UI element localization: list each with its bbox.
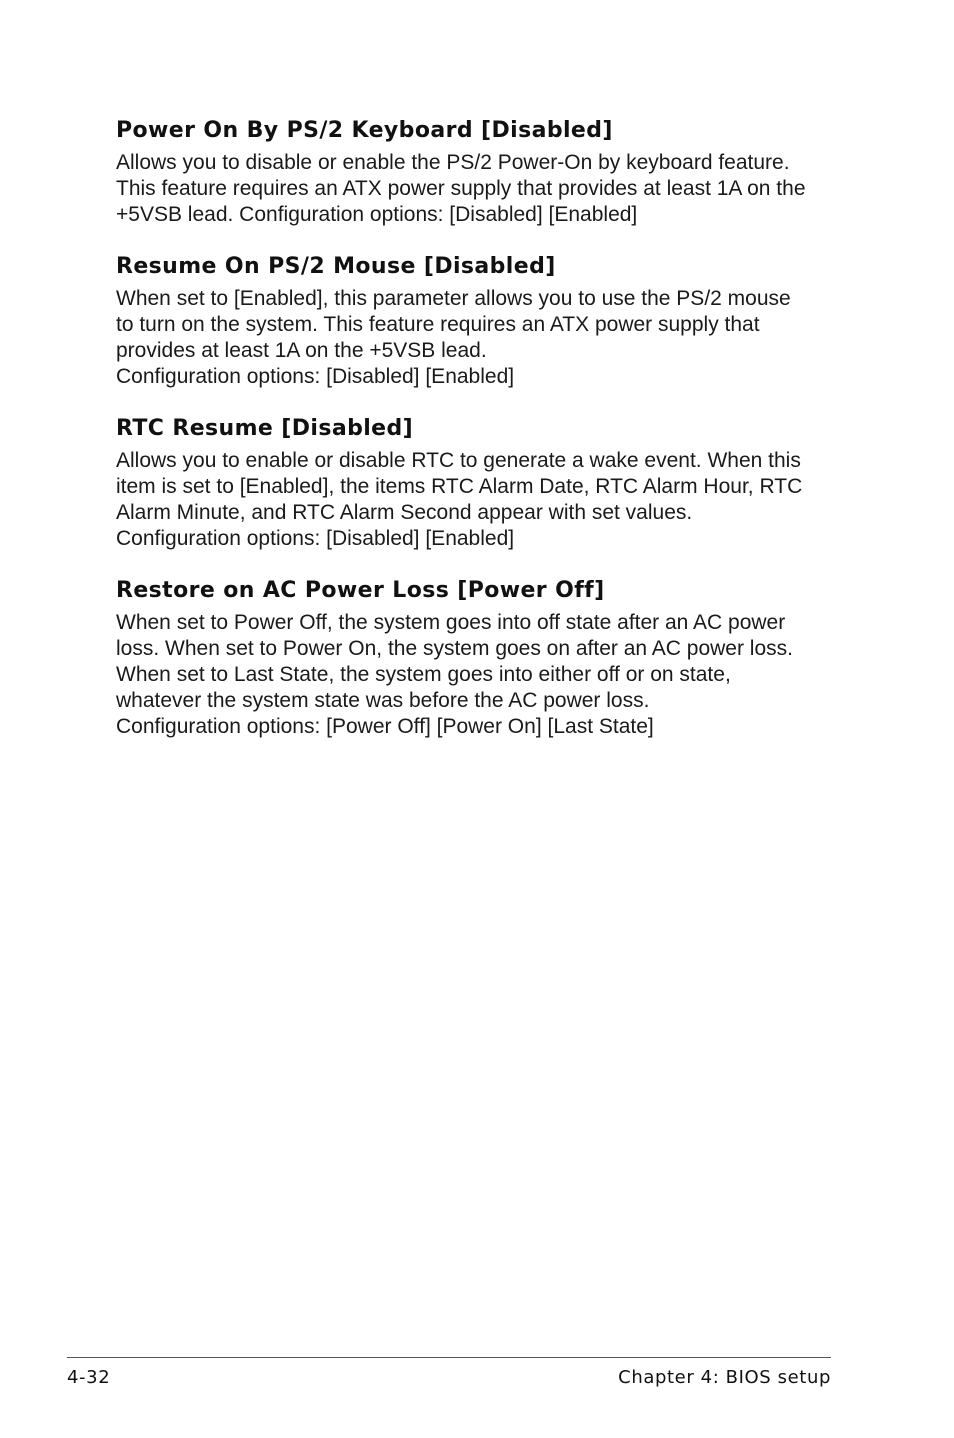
- description-line: Configuration options: [Power Off] [Power On] [Last State]: [116, 715, 654, 738]
- section-heading: Power On By PS/2 Keyboard [Disabled]: [116, 118, 613, 143]
- section-restore-ac-power-loss: [116, 576, 836, 740]
- page-number: 4-32: [67, 1367, 111, 1388]
- section-heading: RTC Resume [Disabled]: [116, 416, 414, 441]
- section-description: [116, 286, 836, 390]
- description-line: Configuration options: [Disabled] [Enabled]: [116, 365, 515, 388]
- description-line: When set to Last State, the system goes into either off or on state,: [116, 663, 731, 686]
- section-heading: Resume On PS/2 Mouse [Disabled]: [116, 254, 556, 279]
- section-rtc-resume: [116, 414, 836, 552]
- description-line: Configuration options: [Disabled] [Enabled]: [116, 527, 515, 550]
- description-line: to turn on the system. This feature requires an ATX power supply that: [116, 313, 760, 336]
- description-line: Allows you to disable or enable the PS/2 Power-On by keyboard feature.: [116, 151, 790, 174]
- section-description: [116, 448, 836, 552]
- chapter-title: Chapter 4: BIOS setup: [618, 1367, 831, 1388]
- description-line: whatever the system state was before the AC power loss.: [116, 689, 650, 712]
- description-line: When set to [Enabled], this parameter allows you to use the PS/2 mouse: [116, 287, 791, 310]
- description-line: Alarm Minute, and RTC Alarm Second appear with set values.: [116, 501, 693, 524]
- section-heading: Restore on AC Power Loss [Power Off]: [116, 578, 605, 603]
- description-line: Allows you to enable or disable RTC to generate a wake event. When this: [116, 449, 801, 472]
- footer-divider: [67, 1357, 831, 1358]
- description-line: item is set to [Enabled], the items RTC Alarm Date, RTC Alarm Hour, RTC: [116, 475, 803, 498]
- document-body: [116, 116, 836, 740]
- description-line: When set to Power Off, the system goes into off state after an AC power: [116, 611, 786, 634]
- section-description: [116, 150, 836, 228]
- section-resume-ps2-mouse: [116, 252, 836, 390]
- section-power-on-ps2-keyboard: [116, 116, 836, 228]
- description-line: This feature requires an ATX power supply that provides at least 1A on the: [116, 177, 806, 200]
- description-line: loss. When set to Power On, the system goes on after an AC power loss.: [116, 637, 793, 660]
- description-line: +5VSB lead. Configuration options: [Disabled] [Enabled]: [116, 203, 638, 226]
- section-description: [116, 610, 836, 740]
- description-line: provides at least 1A on the +5VSB lead.: [116, 339, 487, 362]
